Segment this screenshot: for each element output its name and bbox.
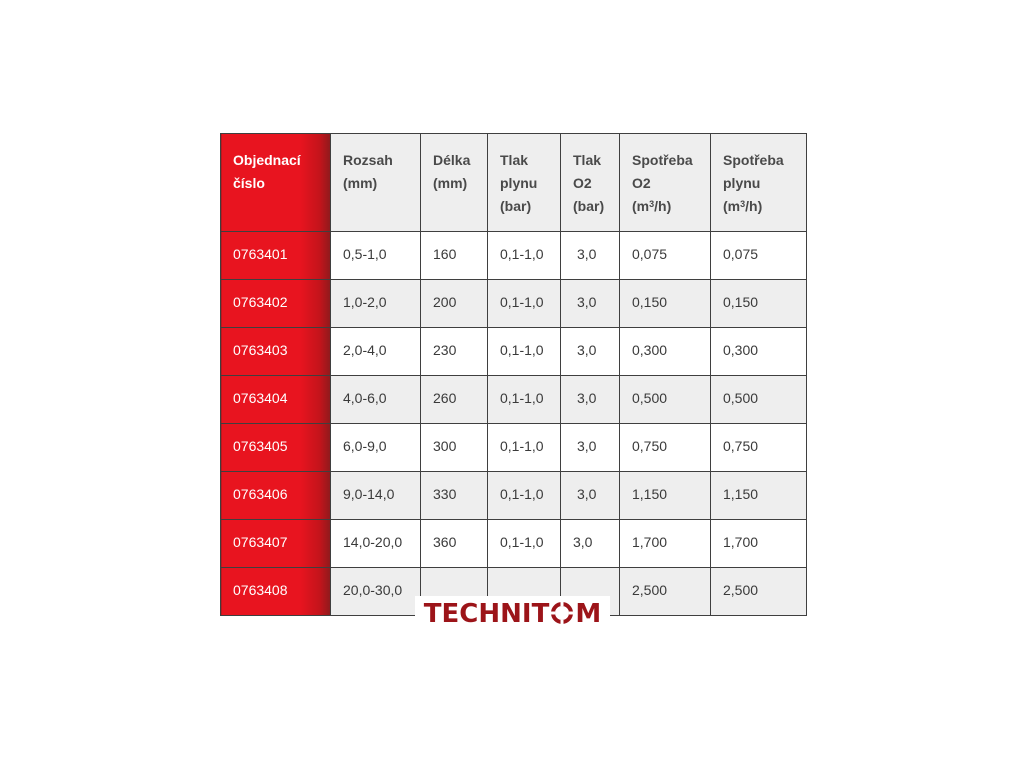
cell-length: 360 [421, 520, 488, 568]
cell-gas-consumption: 0,300 [711, 328, 807, 376]
header-row [221, 134, 807, 232]
cell-length: 260 [421, 376, 488, 424]
cell-gas-pressure: 0,1-1,0 [488, 472, 561, 520]
cell-gas-consumption: 2,500 [711, 568, 807, 616]
table-row [221, 520, 807, 568]
cell-gas-consumption: 0,075 [711, 232, 807, 280]
cell-length: 200 [421, 280, 488, 328]
cell-o2-consumption: 0,750 [620, 424, 711, 472]
cell-order-number: 0763403 [221, 328, 331, 376]
cell-o2-pressure: 3,0 [561, 520, 620, 568]
cell-o2-pressure: 3,0 [561, 232, 620, 280]
cell-length: 160 [421, 232, 488, 280]
cell-gas-consumption: 1,700 [711, 520, 807, 568]
table-row [221, 424, 807, 472]
header-o2-pressure: Tlak O2 (bar) [561, 134, 620, 232]
table-body [221, 232, 807, 616]
cell-gas-consumption: 0,500 [711, 376, 807, 424]
cell-order-number: 0763402 [221, 280, 331, 328]
cell-o2-pressure: 3,0 [561, 328, 620, 376]
cell-range: 1,0-2,0 [331, 280, 421, 328]
header-range: Rozsah (mm) [331, 134, 421, 232]
header-length: Délka (mm) [421, 134, 488, 232]
logo-text-start: TECHNIT [423, 599, 550, 629]
header-gas-consumption: Spotřeba plynu $(m^3/h)$ [711, 134, 807, 232]
cell-range: 2,0-4,0 [331, 328, 421, 376]
cell-order-number: 0763405 [221, 424, 331, 472]
cell-gas-pressure: 0,1-1,0 [488, 280, 561, 328]
cell-length: 300 [421, 424, 488, 472]
cell-range: 6,0-9,0 [331, 424, 421, 472]
table-row [221, 376, 807, 424]
cell-length: 330 [421, 472, 488, 520]
cell-order-number: 0763406 [221, 472, 331, 520]
table-row [221, 328, 807, 376]
cell-o2-consumption: 0,150 [620, 280, 711, 328]
cell-o2-pressure: 3,0 [561, 424, 620, 472]
cell-o2-pressure: 3,0 [561, 472, 620, 520]
cell-o2-consumption: 0,075 [620, 232, 711, 280]
cell-gas-consumption: 0,750 [711, 424, 807, 472]
header-gas-pressure: Tlak plynu (bar) [488, 134, 561, 232]
header-order-number: Objednací číslo [221, 134, 331, 232]
cell-gas-pressure: 0,1-1,0 [488, 424, 561, 472]
cell-range: 0,5-1,0 [331, 232, 421, 280]
cell-gas-consumption: 1,150 [711, 472, 807, 520]
spec-table [220, 133, 807, 616]
cell-range: 20,0-30,0 [331, 568, 421, 616]
cell-gas-pressure: 0,1-1,0 [488, 376, 561, 424]
cell-gas-pressure: 0,1-1,0 [488, 232, 561, 280]
header-o2-consumption: Spotřeba O2 $(m^3/h)$ [620, 134, 711, 232]
technitom-logo [415, 596, 610, 632]
cell-order-number: 0763407 [221, 520, 331, 568]
table-row [221, 280, 807, 328]
cell-o2-pressure: 3,0 [561, 280, 620, 328]
cell-o2-consumption: 0,500 [620, 376, 711, 424]
cell-order-number: 0763404 [221, 376, 331, 424]
cell-o2-pressure: 3,0 [561, 376, 620, 424]
logo-text-end: M [575, 599, 602, 629]
table-row [221, 232, 807, 280]
cell-range: 9,0-14,0 [331, 472, 421, 520]
cell-gas-consumption: 0,150 [711, 280, 807, 328]
logo-gear-icon [550, 601, 574, 625]
cell-range: 14,0-20,0 [331, 520, 421, 568]
cell-range: 4,0-6,0 [331, 376, 421, 424]
cell-length: 230 [421, 328, 488, 376]
cell-order-number: 0763401 [221, 232, 331, 280]
cell-gas-pressure: 0,1-1,0 [488, 328, 561, 376]
cell-o2-consumption: 1,150 [620, 472, 711, 520]
table-row [221, 472, 807, 520]
cell-order-number: 0763408 [221, 568, 331, 616]
cell-o2-consumption: 1,700 [620, 520, 711, 568]
cell-o2-consumption: 0,300 [620, 328, 711, 376]
cell-gas-pressure: 0,1-1,0 [488, 520, 561, 568]
cell-o2-consumption: 2,500 [620, 568, 711, 616]
